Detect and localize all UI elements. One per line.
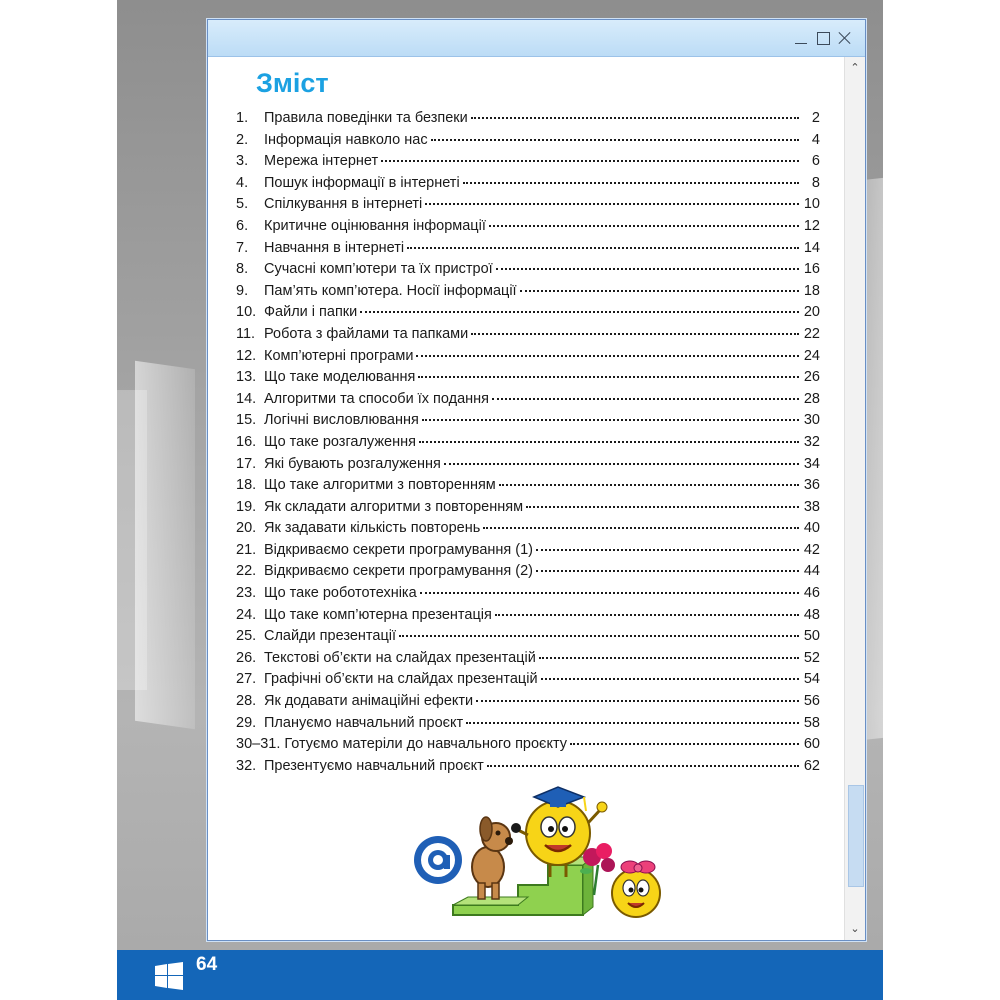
toc-leader-dots	[487, 765, 799, 767]
toc-entry-title: Як додавати анімаційні ефекти	[264, 693, 474, 710]
toc-entry-number: 15.	[236, 412, 257, 429]
toc-entry-title: Алгоритми та способи їх подання	[264, 390, 490, 407]
toc-entry-page: 52	[803, 649, 820, 666]
toc-leader-dots	[536, 570, 799, 572]
page-title: Зміст	[256, 68, 329, 98]
toc-leader-dots	[381, 160, 799, 162]
toc-entry[interactable]	[236, 607, 820, 629]
toc-entry[interactable]	[236, 261, 820, 283]
toc-leader-dots	[466, 722, 799, 724]
toc-entry[interactable]	[236, 628, 820, 650]
toc-entry-page: 46	[803, 585, 820, 602]
toc-entry-page: 12	[803, 217, 820, 234]
toc-entry-page: 44	[803, 563, 820, 580]
toc-entry-page: 60	[803, 736, 820, 753]
toc-entry-number: 14.	[236, 390, 257, 407]
toc-entry[interactable]	[236, 283, 820, 305]
toc-leader-dots	[463, 182, 799, 184]
toc-leader-dots	[407, 247, 799, 249]
toc-window	[207, 19, 866, 941]
toc-entry-number: 4.	[236, 174, 249, 191]
toc-entry-page: 36	[803, 477, 820, 494]
toc-leader-dots	[499, 484, 799, 486]
toc-entry-page: 32	[803, 433, 820, 450]
toc-entry-number: 30–31.	[236, 736, 281, 753]
window-titlebar[interactable]	[208, 20, 865, 57]
toc-entry-title: Які бувають розгалуження	[264, 455, 441, 472]
toc-entry-title: Презентуємо навчальний проєкт	[264, 757, 484, 774]
toc-entry[interactable]	[236, 434, 820, 456]
toc-entry[interactable]	[236, 412, 820, 434]
toc-entry-title: Плануємо навчальний проєкт	[264, 714, 464, 731]
toc-entry-page: 4	[811, 131, 820, 148]
toc-leader-dots	[496, 268, 799, 270]
toc-leader-dots	[526, 506, 799, 508]
windows-logo-icon	[155, 962, 183, 990]
toc-entry-number: 28.	[236, 693, 257, 710]
toc-entry-number: 17.	[236, 455, 257, 472]
at-sign-icon	[414, 836, 462, 884]
toc-entry-page: 42	[803, 541, 820, 558]
toc-entry-number: 8.	[236, 261, 249, 278]
toc-entry-title: Файли і папки	[264, 304, 358, 321]
toc-entry-title: Що таке розгалуження	[264, 433, 416, 450]
toc-entry-number: 1.	[236, 110, 249, 126]
toc-entry-number: 29.	[236, 714, 257, 731]
toc-entry[interactable]	[236, 348, 820, 370]
toc-entry-title: Що таке комп’ютерна презентація	[264, 606, 492, 623]
toc-leader-dots	[399, 635, 799, 637]
toc-entry-page: 22	[803, 325, 820, 342]
toc-entry-page: 20	[803, 304, 820, 321]
toc-entry-page: 2	[811, 110, 820, 126]
toc-entry[interactable]	[236, 240, 820, 262]
toc-entry-title: Робота з файлами та папками	[264, 325, 469, 342]
toc-entry-title: Навчання в інтернеті	[264, 239, 405, 256]
toc-entry[interactable]	[236, 175, 820, 197]
toc-entry-number: 22.	[236, 563, 257, 580]
toc-leader-dots	[492, 398, 799, 400]
toc-entry-number: 18.	[236, 477, 257, 494]
toc-entry-page: 10	[803, 196, 820, 213]
toc-entry-page: 18	[803, 282, 820, 299]
scroll-thumb[interactable]	[848, 785, 864, 887]
toc-leader-dots	[431, 139, 799, 141]
toc-entry[interactable]	[236, 585, 820, 607]
toc-entry-title: Спілкування в інтернеті	[264, 196, 423, 213]
toc-entry-page: 8	[811, 174, 820, 191]
toc-entry-page: 48	[803, 606, 820, 623]
toc-entry[interactable]	[236, 326, 820, 348]
toc-leader-dots	[416, 355, 799, 357]
toc-entry-number: 11.	[236, 325, 256, 342]
toc-entry-title: Пам’ять комп’ютера. Носії інформації	[264, 282, 517, 299]
toc-entry-title: Слайди презентації	[264, 628, 397, 645]
toc-leader-dots	[536, 549, 799, 551]
toc-entry-title: Що таке моделювання	[264, 369, 416, 386]
toc-entry-page: 26	[803, 369, 820, 386]
toc-entry[interactable]	[236, 153, 820, 175]
dog-character	[472, 817, 513, 899]
decor-panel	[135, 361, 195, 729]
toc-leader-dots	[520, 290, 799, 292]
toc-entry-title: Відкриваємо секрети програмування (1)	[264, 541, 534, 558]
toc-leader-dots	[444, 463, 799, 465]
toc-leader-dots	[495, 614, 799, 616]
toc-entry[interactable]	[236, 110, 820, 132]
toc-entry[interactable]	[236, 132, 820, 154]
toc-entry[interactable]	[236, 477, 820, 499]
toc-entry-number: 16.	[236, 433, 257, 450]
toc-entry-title: Графічні об’єкти на слайдах презентацій	[264, 671, 538, 688]
toc-content	[236, 66, 820, 779]
toc-leader-dots	[476, 700, 799, 702]
toc-leader-dots	[539, 657, 799, 659]
toc-entry-page: 6	[811, 153, 820, 170]
toc-leader-dots	[420, 592, 799, 594]
toc-entry-number: 32.	[236, 757, 257, 774]
toc-entry-page: 30	[803, 412, 820, 429]
toc-leader-dots	[489, 225, 799, 227]
toc-leader-dots	[419, 441, 799, 443]
toc-entry-title: Інформація навколо нас	[264, 131, 428, 148]
toc-entry-page: 34	[803, 455, 820, 472]
toc-entry-title: Що таке алгоритми з повторенням	[264, 477, 496, 494]
toc-entry-title: Сучасні комп’ютери та їх пристрої	[264, 261, 493, 278]
toc-leader-dots	[570, 743, 799, 745]
toc-entry[interactable]	[236, 715, 820, 737]
toc-entry-number: 20.	[236, 520, 257, 537]
toc-entry[interactable]	[236, 520, 820, 542]
toc-entry-title: Як задавати кількість повторень	[264, 520, 481, 537]
toc-entry[interactable]	[236, 563, 820, 585]
toc-entry-page: 50	[803, 628, 820, 645]
toc-leader-dots	[471, 117, 799, 119]
toc-entry-page: 56	[803, 693, 820, 710]
toc-leader-dots	[418, 376, 799, 378]
toc-entry-number: 21.	[236, 541, 257, 558]
toc-leader-dots	[541, 678, 799, 680]
toc-entry-page: 40	[803, 520, 820, 537]
toc-entry-page: 24	[803, 347, 820, 364]
toc-entry-page: 28	[803, 390, 820, 407]
toc-entry-number: 25.	[236, 628, 257, 645]
toc-entry[interactable]	[236, 456, 820, 478]
toc-entry-title: Пошук інформації в інтернеті	[264, 174, 460, 191]
toc-entry-number: 2.	[236, 131, 249, 148]
toc-entry[interactable]	[236, 650, 820, 672]
toc-entry-number: 23.	[236, 585, 257, 602]
toc-leader-dots	[425, 203, 799, 205]
toc-entry[interactable]	[236, 758, 820, 780]
toc-entry-page: 16	[803, 261, 820, 278]
toc-entry[interactable]	[236, 218, 820, 240]
toc-entry-page: 14	[803, 239, 820, 256]
toc-entry-title: Комп’ютерні програми	[264, 347, 414, 364]
toc-entry-title: Текстові об’єкти на слайдах презентацій	[264, 649, 536, 666]
toc-entry-title: Як складати алгоритми з повторенням	[264, 498, 524, 515]
toc-entry[interactable]	[236, 542, 820, 564]
toc-entry-title: Відкриваємо секрети програмування (2)	[264, 563, 534, 580]
vertical-scrollbar[interactable]	[844, 57, 865, 940]
toc-entry[interactable]	[236, 671, 820, 693]
toc-entry-number: 27.	[236, 671, 257, 688]
toc-entry-page: 58	[803, 714, 820, 731]
ball-character-girl	[612, 861, 660, 917]
toc-entry-number: 7.	[236, 239, 249, 256]
toc-entry-title: Що таке робототехніка	[264, 585, 417, 602]
toc-entry[interactable]	[236, 499, 820, 521]
toc-entry-title: Правила поведінки та безпеки	[264, 110, 468, 126]
toc-entry-number: 5.	[236, 196, 249, 213]
toc-leader-dots	[471, 333, 799, 335]
toc-leader-dots	[422, 419, 799, 421]
toc-entry-number: 12.	[236, 347, 257, 364]
toc-entry-title: Мережа інтернет	[264, 153, 379, 170]
footer-bar	[117, 950, 883, 1000]
toc-entry-page: 38	[803, 498, 820, 515]
toc-entry-title: Готуємо матеріли до навчального проєкту	[284, 736, 568, 753]
toc-entry-number: 10.	[236, 304, 257, 321]
toc-entry[interactable]	[236, 304, 820, 326]
toc-entry-title: Логічні висловлювання	[264, 412, 419, 429]
toc-entry-number: 3.	[236, 153, 249, 170]
maximize-icon[interactable]	[815, 30, 831, 46]
toc-entry-number: 9.	[236, 282, 249, 299]
toc-entry-number: 26.	[236, 649, 257, 666]
toc-list	[236, 110, 820, 779]
toc-entry-number: 19.	[236, 498, 257, 515]
toc-entry[interactable]	[236, 693, 820, 715]
toc-entry[interactable]	[236, 391, 820, 413]
toc-entry-number: 6.	[236, 217, 249, 234]
close-icon[interactable]	[837, 30, 853, 46]
toc-entry[interactable]	[236, 369, 820, 391]
chevron-down-icon[interactable]: ⌄	[850, 923, 860, 935]
mascots-illustration	[408, 785, 678, 925]
toc-entry[interactable]	[236, 736, 820, 758]
minimize-icon[interactable]	[793, 30, 809, 46]
toc-entry-number: 24.	[236, 606, 257, 623]
toc-leader-dots	[483, 527, 799, 529]
page-number: 64	[196, 954, 218, 975]
chevron-up-icon[interactable]: ⌃	[850, 62, 860, 74]
toc-entry-page: 62	[803, 757, 820, 774]
toc-entry-title: Критичне оцінювання інформації	[264, 217, 486, 234]
toc-entry-page: 54	[803, 671, 820, 688]
toc-entry-number: 13.	[236, 369, 257, 386]
toc-entry[interactable]	[236, 196, 820, 218]
toc-leader-dots	[360, 311, 799, 313]
